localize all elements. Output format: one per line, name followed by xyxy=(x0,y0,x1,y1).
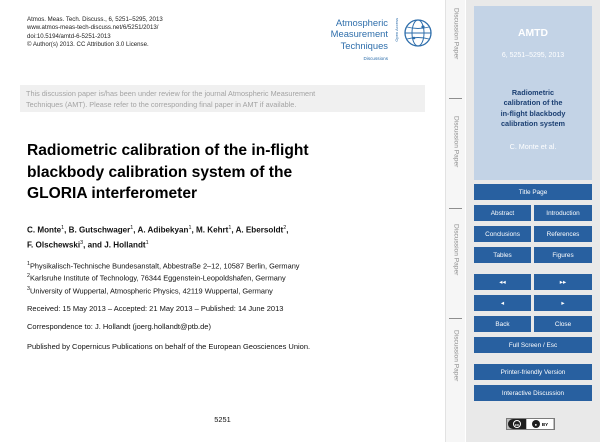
title-line: Radiometric calibration of the in-flight xyxy=(27,142,309,159)
side-title-line: calibration of the xyxy=(503,98,563,108)
journal-abbrev: AMTD xyxy=(517,28,548,39)
affiliation-text: Karlsruhe Institute of Technology, 76344 Eggenstein-Leopoldshafen, Germany xyxy=(30,273,286,283)
journal-logo xyxy=(318,14,438,66)
strip-separator xyxy=(449,98,462,99)
fullscreen-button[interactable]: Full Screen / Esc xyxy=(474,337,592,353)
strip-separator xyxy=(449,318,462,319)
interactive-discussion-button[interactable]: Interactive Discussion xyxy=(474,385,592,401)
journal-box xyxy=(474,6,592,90)
side-paper-title xyxy=(474,88,592,130)
author-name: F. Olschewski xyxy=(27,240,81,250)
cc-logo xyxy=(508,419,526,429)
strip-label: Discussion Paper xyxy=(452,116,460,168)
affiliation-number: 2 xyxy=(27,273,30,280)
published-by: Published by Copernicus Publications on behalf of the European Geosciences Union. xyxy=(27,342,311,351)
author-name: J. Hollandt xyxy=(104,240,146,250)
strip-label: Discussion Paper xyxy=(452,224,460,276)
journal-volume: 6, 5251–5295, 2013 xyxy=(501,52,565,59)
cc-by-label: BY xyxy=(541,421,549,427)
tables-button[interactable]: Tables xyxy=(474,247,531,263)
title-line: GLORIA interferometer xyxy=(27,185,198,202)
prev-page-button[interactable]: ◂ xyxy=(474,295,531,311)
author-affil-mark: 1 xyxy=(145,239,149,246)
logo-line: Techniques xyxy=(340,39,388,51)
affiliation-item xyxy=(27,259,300,271)
notice-line: This discussion paper is/has been under review for the journal Atmospheric Measurement xyxy=(26,89,316,98)
affiliation-text: University of Wuppertal, Atmospheric Physics, 42119 Wuppertal, Germany xyxy=(30,286,273,296)
next-page-button[interactable]: ▸ xyxy=(534,295,592,311)
logo-discussions: Discussions xyxy=(363,56,388,61)
conclusions-button[interactable]: Conclusions xyxy=(474,226,531,242)
review-notice xyxy=(20,85,425,112)
author-list xyxy=(27,222,288,251)
logo-line: Measurement xyxy=(330,28,388,40)
author-affil-mark: 1 xyxy=(61,225,65,231)
author-line: F. Olschewski$^3$, and J. Hollandt$^1$ xyxy=(27,239,149,250)
publication-dates: Received: 15 May 2013 – Accepted: 21 May 2013 – Published: 14 June 2013 xyxy=(27,304,284,313)
author-name: M. Kehrt xyxy=(195,225,229,235)
back-button[interactable]: Back xyxy=(474,316,531,332)
side-title-line: calibration system xyxy=(500,119,566,129)
correspondence[interactable]: Correspondence to: J. Hollandt (joerg.hollandt@ptb.de) xyxy=(27,322,211,331)
logo-text xyxy=(318,17,388,51)
affiliation-item xyxy=(27,284,300,296)
paper-title xyxy=(27,140,309,205)
logo-line: Atmospheric xyxy=(335,17,388,28)
person-icon: ● xyxy=(532,420,540,428)
notice-line: Techniques (AMT). Please refer to the corresponding final paper in AMT if available. xyxy=(26,100,297,109)
title-page-button[interactable]: Title Page xyxy=(474,184,592,200)
author-name: A. Ebersoldt xyxy=(235,225,284,235)
header-line: Atmos. Meas. Tech. Discuss., 6, 5251–5295, 2013 xyxy=(27,16,163,23)
close-button[interactable]: Close xyxy=(534,316,592,332)
author-affil-mark: 1 xyxy=(228,225,232,231)
affiliation-number: 3 xyxy=(27,285,30,292)
author-name: C. Monte xyxy=(27,225,62,235)
open-access-label: Open Access xyxy=(394,18,399,42)
affiliation-item xyxy=(27,271,300,283)
author-conjunction: and xyxy=(87,240,102,250)
cc-icon: cc xyxy=(514,421,520,427)
affiliation-text: Physikalisch-Technische Bundesanstalt, Abbestraße 2–12, 10587 Berlin, Germany xyxy=(30,261,300,271)
last-page-button[interactable]: ▸▸ xyxy=(534,274,592,290)
journal-header xyxy=(27,16,163,50)
paper-info-box xyxy=(474,80,592,180)
side-paper-author: C. Monte et al. xyxy=(509,141,557,151)
cc-by-area xyxy=(527,419,553,429)
page-number: 5251 xyxy=(214,415,231,424)
references-button[interactable]: References xyxy=(534,226,592,242)
author-affil-mark: 1 xyxy=(130,225,134,231)
author-line: C. Monte$^1$, B. Gutschwager$^1$, A. Adibekyan$^1$, M. Kehrt$^1$, A. Ebersoldt$^2$, xyxy=(27,225,289,235)
cc-license-badge[interactable] xyxy=(506,418,555,430)
globe-icon xyxy=(403,18,433,48)
author-affil-mark: 1 xyxy=(188,225,192,231)
printer-friendly-button[interactable]: Printer-friendly Version xyxy=(474,364,592,380)
navigation-panel xyxy=(466,0,600,442)
strip-label: Discussion Paper xyxy=(452,330,460,382)
affiliation-list xyxy=(27,259,300,296)
introduction-button[interactable]: Introduction xyxy=(534,205,592,221)
figures-button[interactable]: Figures xyxy=(534,247,592,263)
strip-label: Discussion Paper xyxy=(452,8,460,60)
affiliation-number: 1 xyxy=(27,261,30,267)
first-page-button[interactable]: ◂◂ xyxy=(474,274,531,290)
header-doi[interactable]: doi:10.5194/amtd-6-5251-2013 xyxy=(27,32,111,40)
discussion-paper-strip xyxy=(445,0,465,442)
side-title-line: in-flight blackbody xyxy=(500,108,566,118)
strip-separator xyxy=(449,208,462,209)
title-line: blackbody calibration system of the xyxy=(27,163,293,181)
abstract-button[interactable]: Abstract xyxy=(474,205,531,221)
author-affil-mark: 3 xyxy=(80,239,84,246)
side-title-line: Radiometric xyxy=(511,88,555,97)
author-name: A. Adibekyan xyxy=(137,225,189,235)
header-license: © Author(s) 2013. CC Attribution 3.0 License. xyxy=(27,41,149,49)
author-affil-mark: 2 xyxy=(283,225,287,231)
header-url[interactable]: www.atmos-meas-tech-discuss.net/6/5251/2013/ xyxy=(27,24,159,32)
author-name: B. Gutschwager xyxy=(68,225,131,235)
